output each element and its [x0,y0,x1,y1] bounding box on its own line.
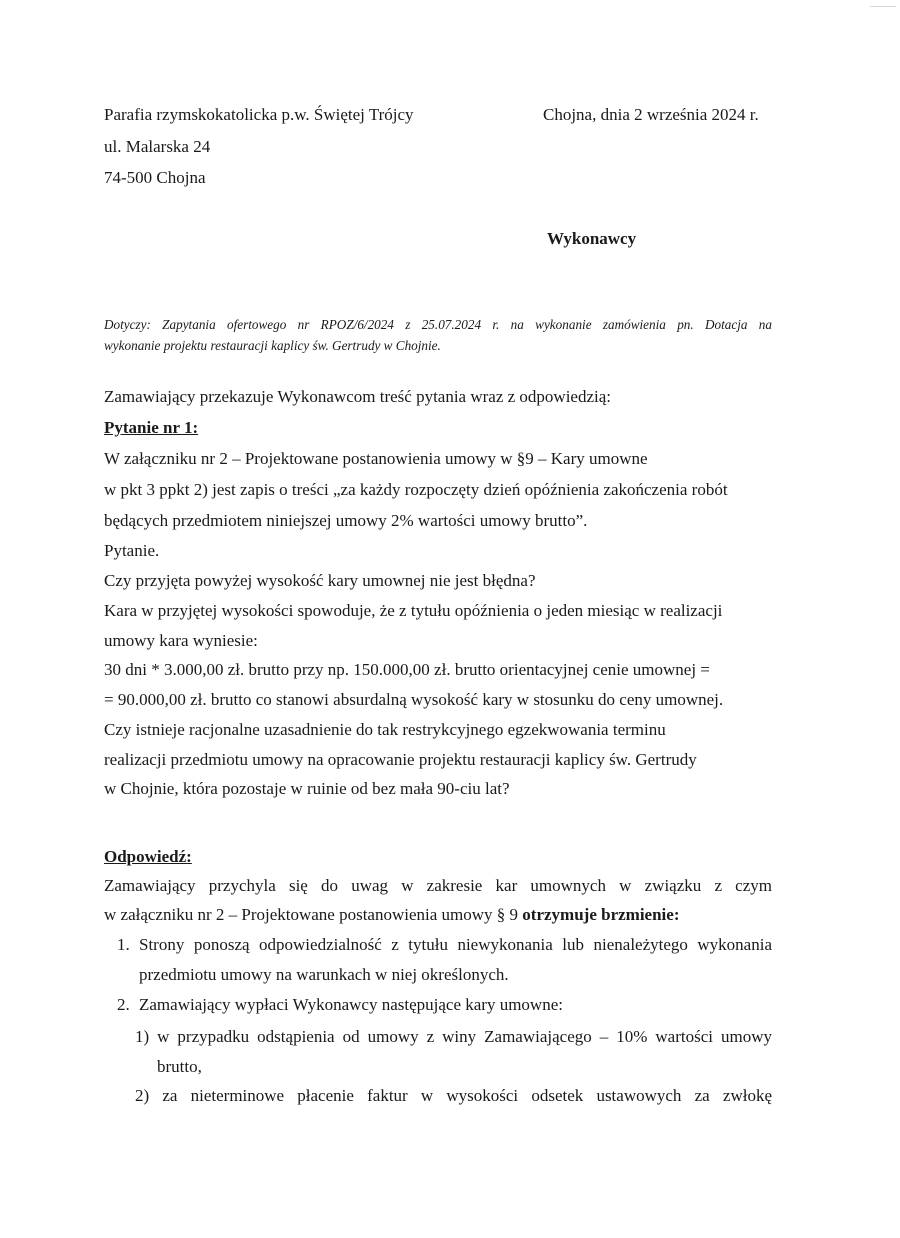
place-date: Chojna, dnia 2 września 2024 r. [543,105,759,124]
answer-heading: Odpowiedź: [104,847,192,866]
list-item-text: Zamawiający wypłaci Wykonawcy następujące kary umowne: [139,995,563,1014]
question-line: 30 dni * 3.000,00 zł. brutto przy np. 150.000,00 zł. brutto orientacyjnej cenie umownej = [104,660,710,679]
scan-artifact [870,6,896,7]
answer-line-2-plain: w załączniku nr 2 – Projektowane postanowienia umowy § 9 [104,905,523,924]
list-item-number: 1. [117,935,130,954]
answer-line-2 [104,905,679,925]
sub-item-text: 2) za nieterminowe płacenie faktur w wysokości odsetek ustawowych za zwłokę [135,1086,772,1105]
intro-text: Zamawiający przekazuje Wykonawcom treść pytania wraz z odpowiedzią: [104,387,612,406]
subject-line-2: wykonanie projektu restauracji kaplicy św. Gertrudy w Chojnie. [104,338,441,353]
question-line: Pytanie. [104,541,160,560]
list-item-text: Strony ponoszą odpowiedzialność z tytułu niewykonania lub nienależytego wykonania [139,935,772,954]
list-item-number: 2. [117,995,130,1014]
sub-item-text: 1) w przypadku odstąpienia od umowy z winy Zamawiającego – 10% wartości umowy [135,1027,772,1046]
recipient-heading: Wykonawcy [547,229,637,248]
question-line: realizacji przedmiotu umowy na opracowanie projektu restauracji kaplicy św. Gertrudy [104,750,697,769]
question-line: = 90.000,00 zł. brutto co stanowi absurdalną wysokość kary w stosunku do ceny umownej. [104,690,724,709]
question-line: w pkt 3 ppkt 2) jest zapis o treści „za każdy rozpoczęty dzień opóźnienia zakończenia robót [104,480,728,499]
sub-item-text: brutto, [157,1057,202,1076]
question-line: W załączniku nr 2 – Projektowane postanowienia umowy w §9 – Kary umowne [104,449,648,468]
question-line: umowy kara wyniesie: [104,631,258,650]
sender-name: Parafia rzymskokatolicka p.w. Świętej Trójcy [104,105,414,124]
question-line: w Chojnie, która pozostaje w ruinie od bez mała 90-ciu lat? [104,779,510,798]
subject-line-1: Dotyczy: Zapytania ofertowego nr RPOZ/6/2024 z 25.07.2024 r. na wykonanie zamówienia pn. Dotacja na [104,317,772,332]
answer-line-1: Zamawiający przychyla się do uwag w zakresie kar umownych w związku z czym [104,876,772,895]
question-heading: Pytanie nr 1: [104,418,199,437]
sender-street: ul. Malarska 24 [104,137,211,156]
question-line: Czy istnieje racjonalne uzasadnienie do tak restrykcyjnego egzekwowania terminu [104,720,666,739]
answer-line-2-bold: otrzymuje brzmienie: [522,905,680,924]
list-item-text: przedmiotu umowy na warunkach w niej określonych. [139,965,509,984]
sender-city: 74-500 Chojna [104,168,206,187]
question-line: Kara w przyjętej wysokości spowoduje, że z tytułu opóźnienia o jeden miesiąc w realizacji [104,601,723,620]
question-line: Czy przyjęta powyżej wysokość kary umownej nie jest błędna? [104,571,536,590]
question-line: będących przedmiotem niniejszej umowy 2% wartości umowy brutto”. [104,511,588,530]
